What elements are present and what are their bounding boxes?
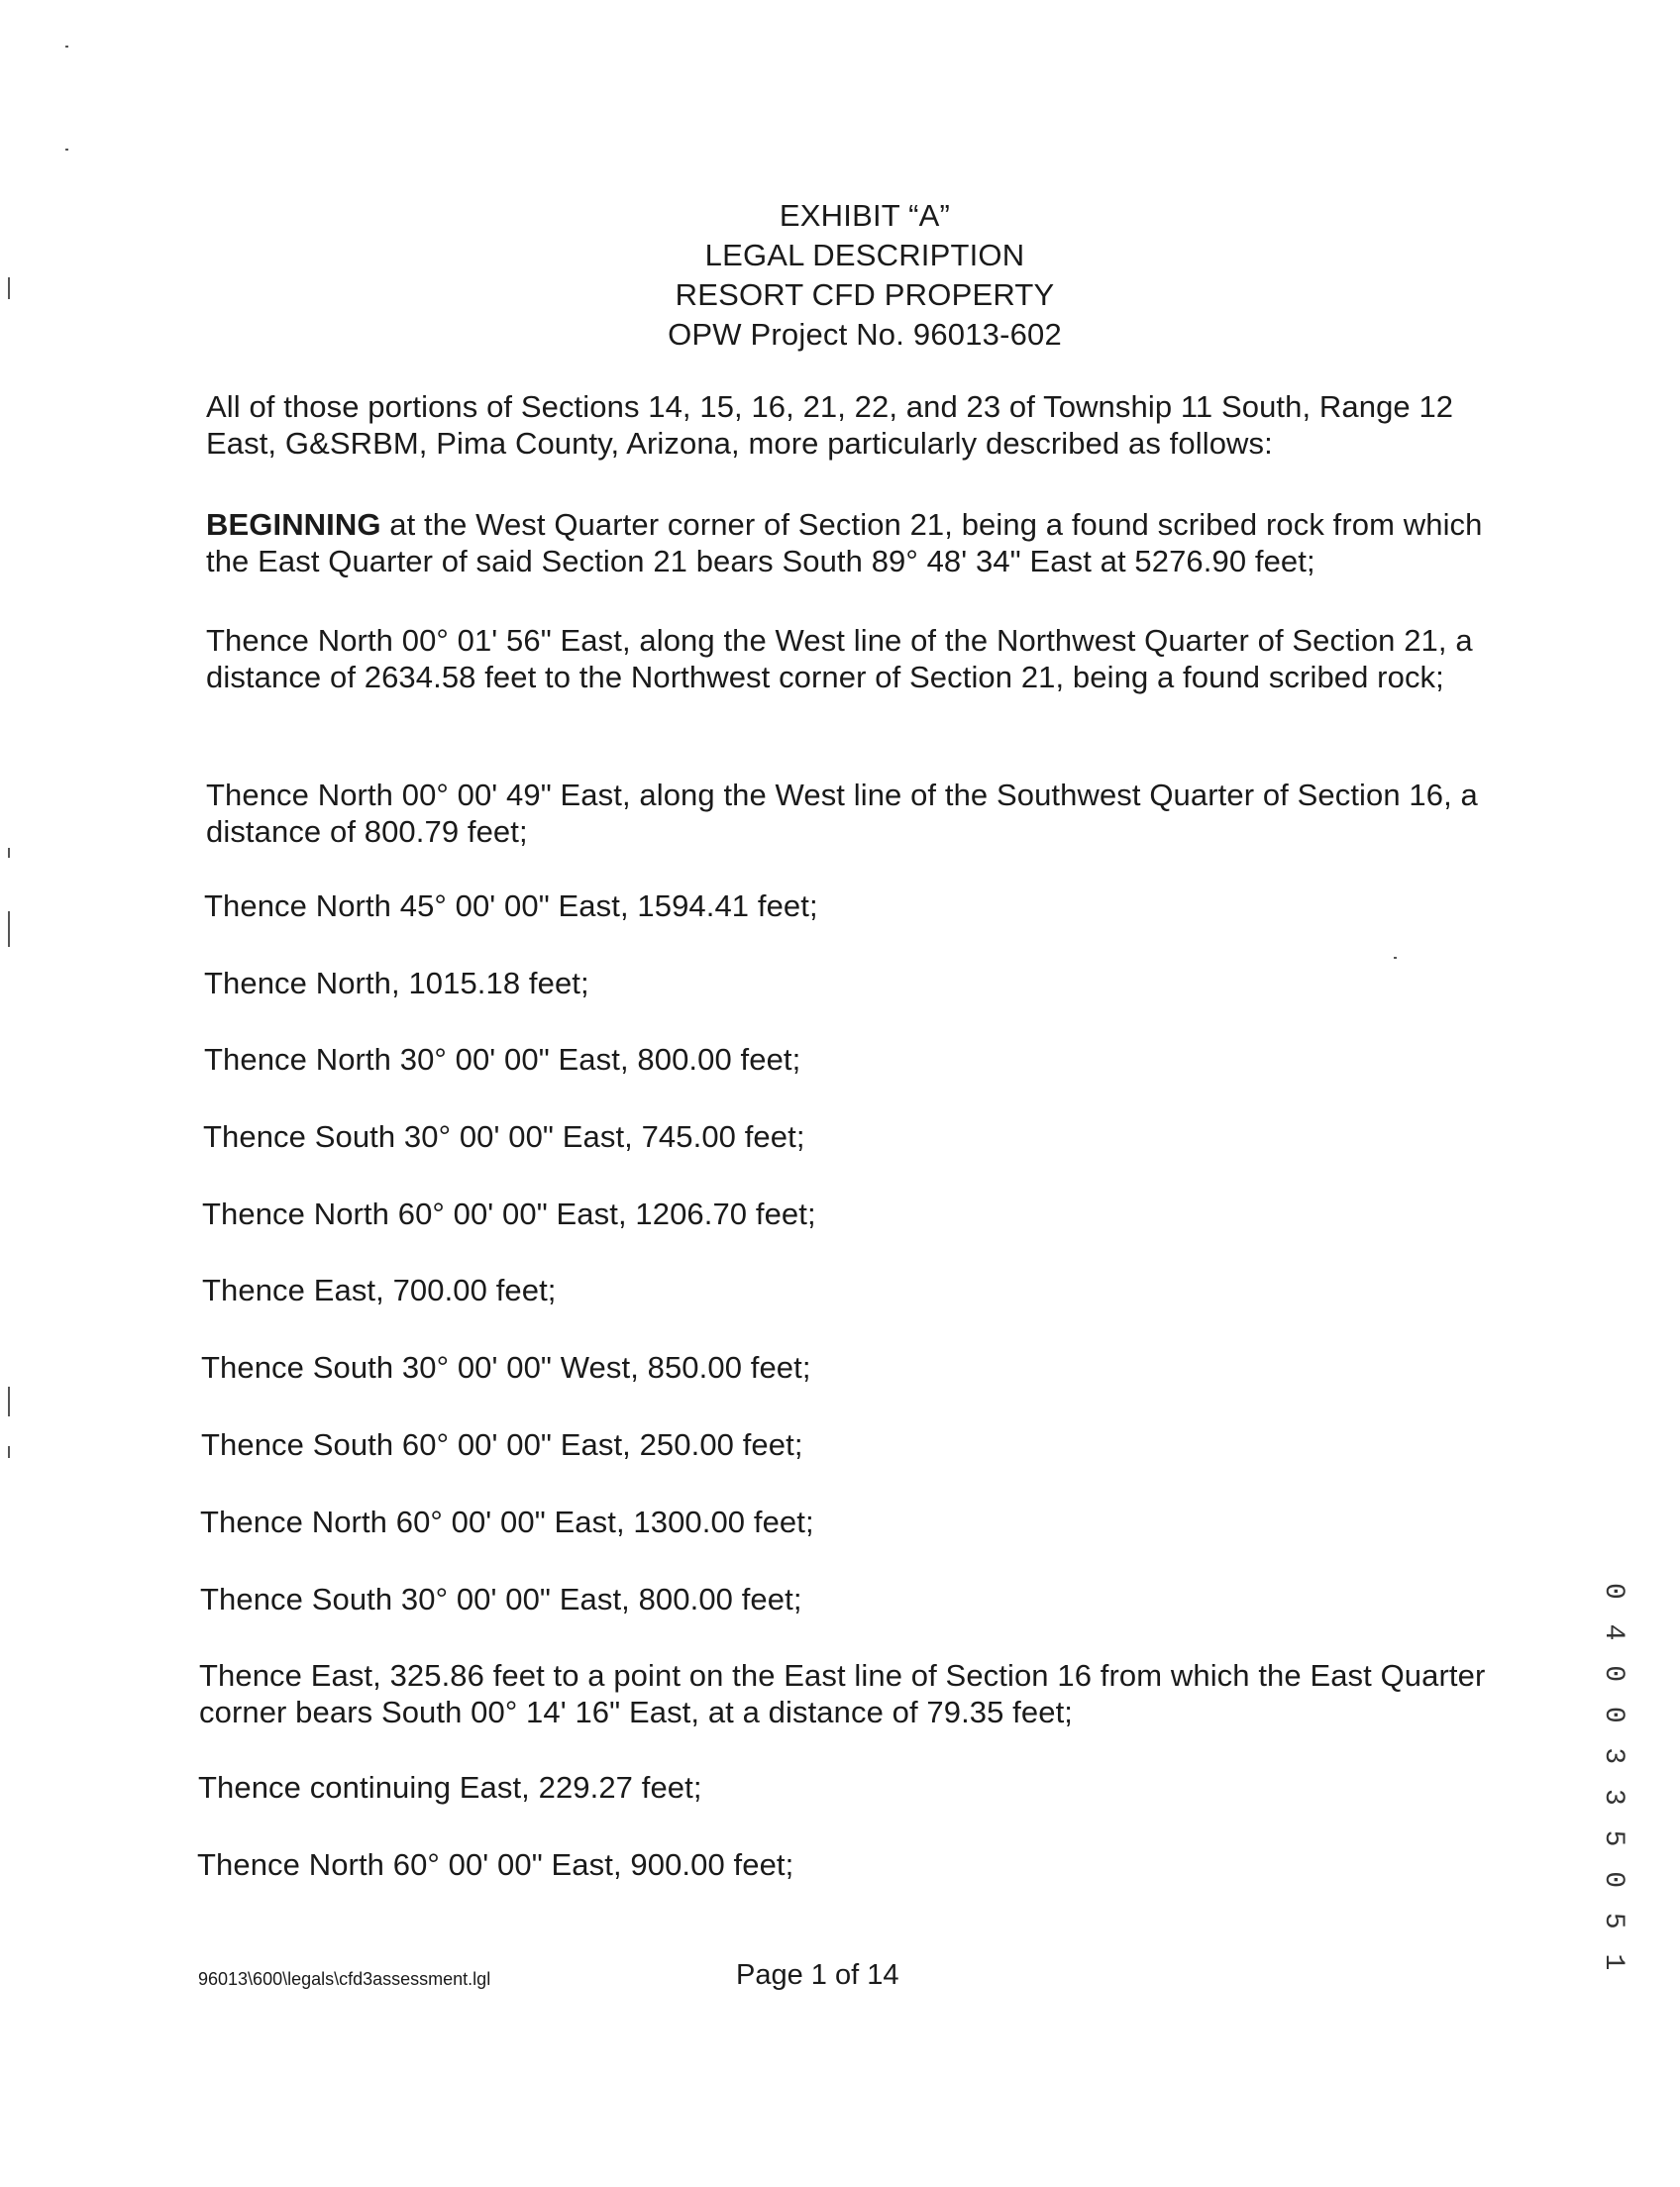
scan-speck xyxy=(8,1387,10,1416)
call-paragraph: Thence North 00° 01' 56" East, along the West line of the Northwest Quarter of Section 21, a distance of 2634.58 feet to the Northwest corner of Section 21, being a found scribed rock; xyxy=(206,623,1473,694)
call-paragraph: Thence South 60° 00' 00" East, 250.00 feet; xyxy=(201,1427,803,1462)
beginning-text: at the West Quarter corner of Section 21, being a found scribed rock from which the East Quarter of said Section 21 bears South 89° 48' 34" East at 5276.90 feet; xyxy=(206,507,1483,578)
scan-speck xyxy=(1394,957,1397,959)
scan-speck xyxy=(8,911,10,947)
call-paragraph: Thence North 00° 00' 49" East, along the West line of the Southwest Quarter of Section 16, a distance of 800.79 feet; xyxy=(206,778,1478,849)
call-paragraph: Thence South 30° 00' 00" East, 800.00 feet; xyxy=(200,1582,802,1616)
call-paragraph: Thence North 60° 00' 00" East, 1300.00 feet; xyxy=(200,1505,814,1539)
call-paragraph: Thence North 60° 00' 00" East, 1206.70 feet; xyxy=(202,1197,816,1231)
intro-paragraph: All of those portions of Sections 14, 15, 16, 21, 22, and 23 of Township 11 South, Range 12 East, G&SRBM, Pima County, Arizona, more particularly described as follows: xyxy=(206,389,1454,461)
call-paragraph: Thence East, 700.00 feet; xyxy=(202,1273,557,1307)
project-number: OPW Project No. 96013-602 xyxy=(668,317,1062,352)
document-header xyxy=(0,196,1680,355)
exhibit-title: EXHIBIT “A” xyxy=(779,198,951,233)
legal-description-title: LEGAL DESCRIPTION xyxy=(704,238,1025,272)
scan-speck xyxy=(65,149,68,151)
call-paragraph: Thence North 60° 00' 00" East, 900.00 feet; xyxy=(197,1847,794,1882)
side-stamp xyxy=(1595,1583,1634,1975)
call-paragraph: Thence South 30° 00' 00" West, 850.00 feet; xyxy=(201,1350,811,1385)
beginning-paragraph xyxy=(206,506,1516,579)
footer-file-path: 96013\600\legals\cfd3assessment.lgl xyxy=(198,1969,491,1989)
side-stamp-text: 0 4 0 0 3 3 5 0 5 1 xyxy=(1598,1583,1628,1975)
call-paragraph: Thence North, 1015.18 feet; xyxy=(204,966,589,1000)
beginning-keyword: BEGINNING xyxy=(206,507,381,542)
scan-speck xyxy=(8,1446,10,1458)
scan-speck xyxy=(65,46,68,48)
footer-page-number: Page 1 of 14 xyxy=(736,1959,899,1991)
call-paragraph: Thence East, 325.86 feet to a point on the East line of Section 16 from which the East Quarter corner bears South 00° 14' 16" East, at a distance of 79.35 feet; xyxy=(199,1658,1486,1729)
call-paragraph: Thence North 30° 00' 00" East, 800.00 feet; xyxy=(204,1042,801,1077)
property-title: RESORT CFD PROPERTY xyxy=(675,277,1055,312)
call-paragraph: Thence South 30° 00' 00" East, 745.00 feet; xyxy=(203,1119,805,1154)
call-paragraph: Thence continuing East, 229.27 feet; xyxy=(198,1770,702,1805)
scan-speck xyxy=(8,848,10,858)
call-paragraph: Thence North 45° 00' 00" East, 1594.41 feet; xyxy=(204,888,818,923)
